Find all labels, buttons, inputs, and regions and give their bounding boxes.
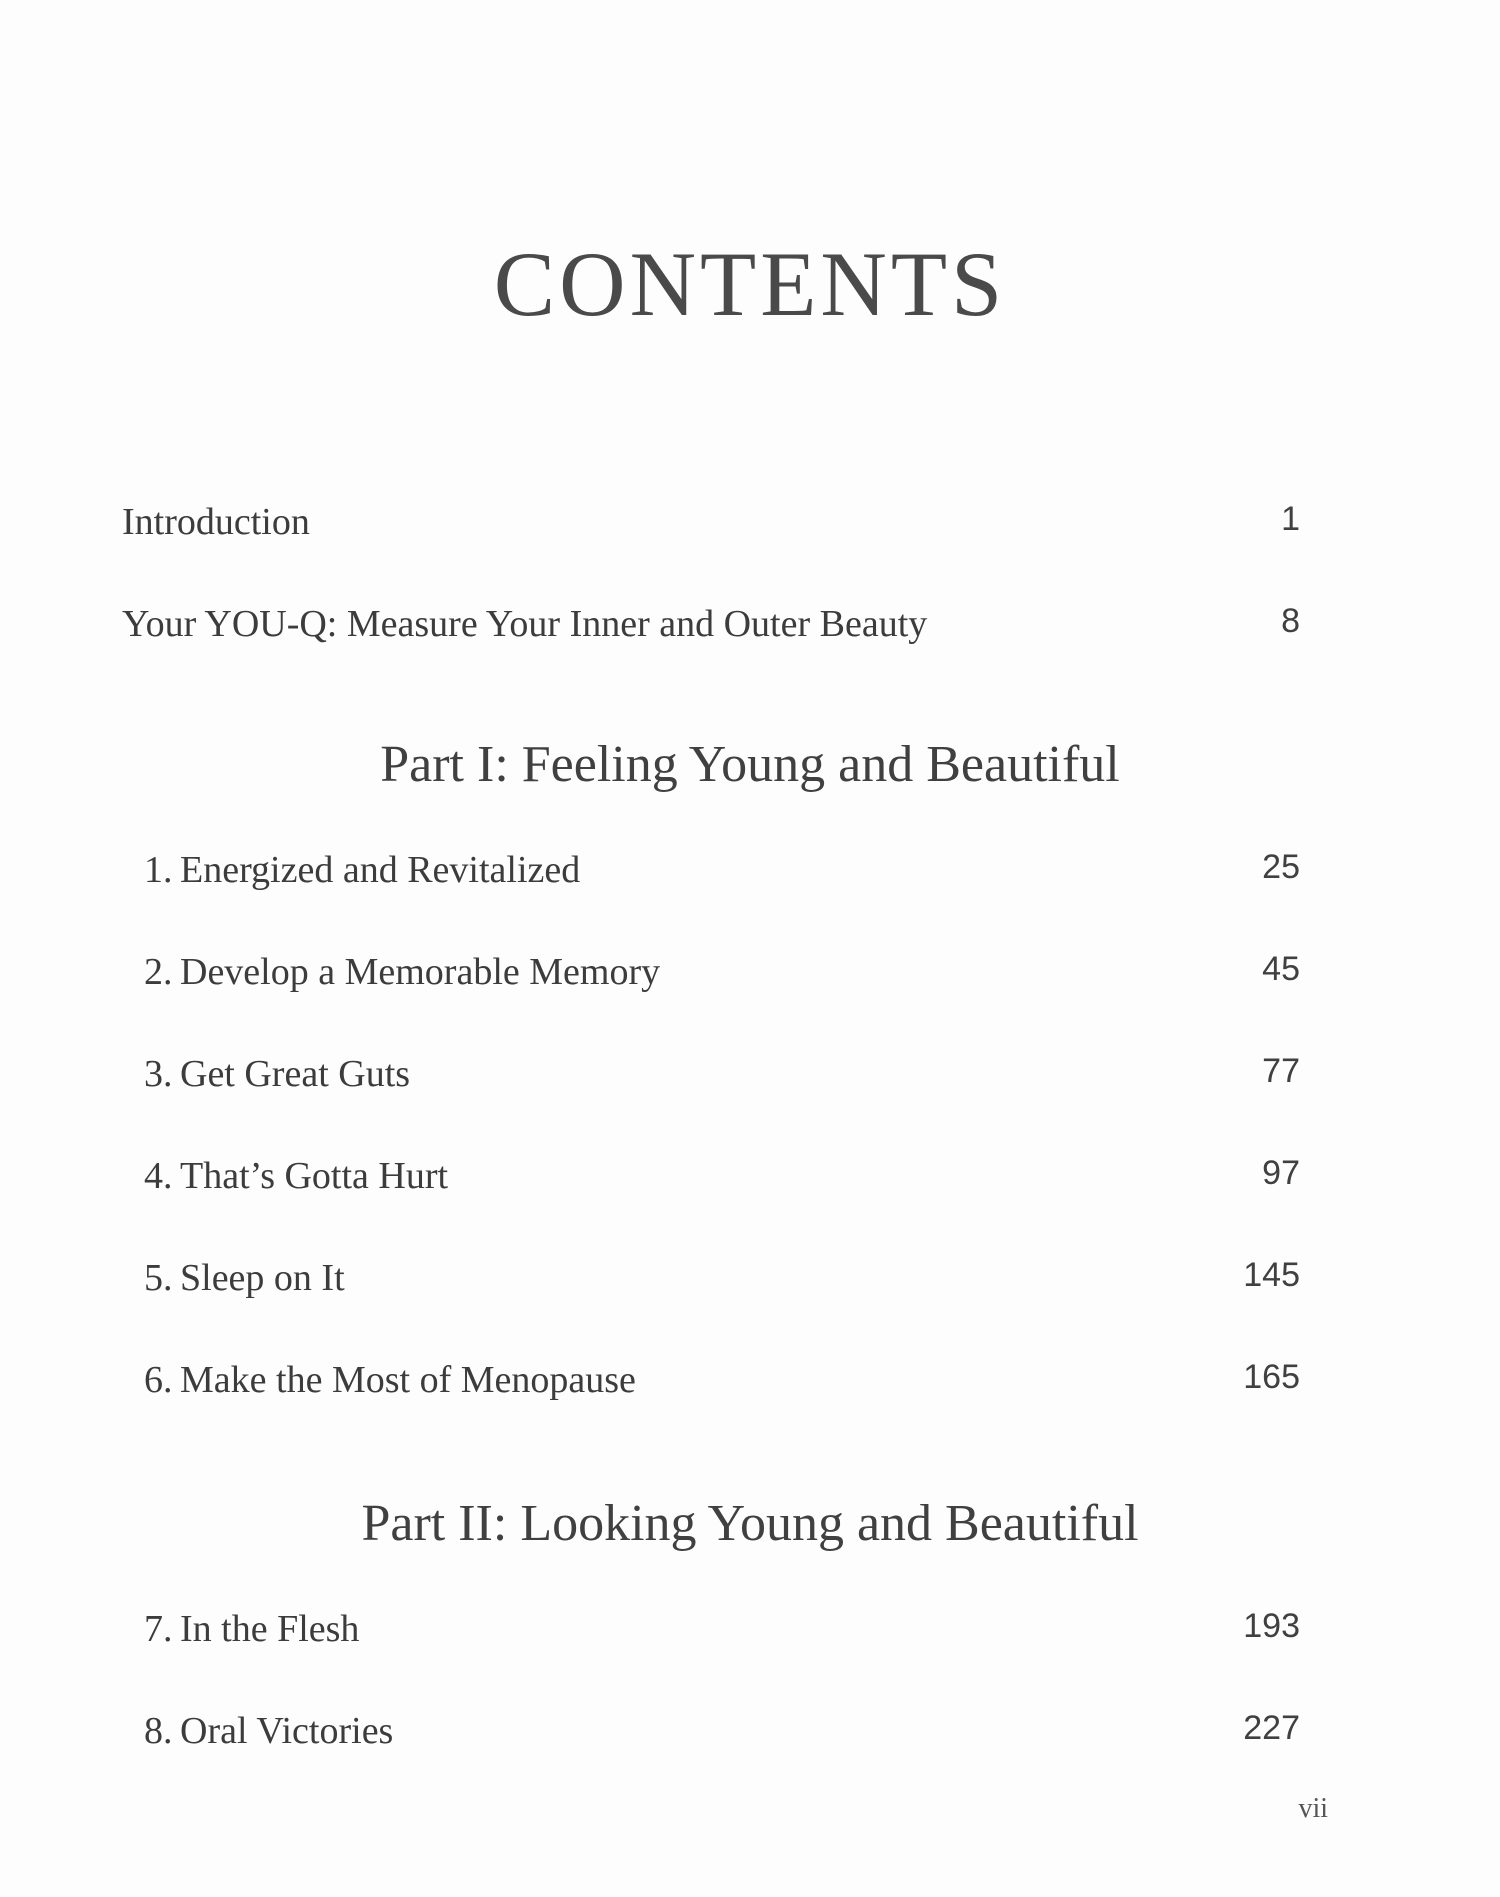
chapter-title: Energized and Revitalized	[180, 849, 581, 891]
toc-chapter	[0, 1697, 1500, 1767]
page-title: CONTENTS	[493, 233, 1007, 335]
entry-label: Your YOU-Q: Measure Your Inner and Outer Beauty	[122, 603, 928, 645]
toc-chapter	[0, 1142, 1500, 1212]
entry-label: Introduction	[122, 501, 310, 543]
toc-chapter	[0, 1244, 1500, 1314]
toc-chapter	[0, 1595, 1500, 1665]
entry-page-number: 45	[1262, 950, 1300, 988]
chapter-title: Get Great Guts	[180, 1053, 411, 1095]
folio-page-number: vii	[1298, 1793, 1328, 1824]
chapter-title: In the Flesh	[180, 1608, 360, 1650]
chapter-number: 2.	[144, 951, 173, 993]
entry-page-number: 145	[1243, 1256, 1300, 1294]
toc-chapter	[0, 1346, 1500, 1416]
entry-page-number: 165	[1243, 1358, 1300, 1396]
entry-page-number: 77	[1262, 1052, 1300, 1090]
chapter-number: 1.	[144, 849, 173, 891]
chapter-number: 6.	[144, 1359, 173, 1401]
chapter-number: 7.	[144, 1608, 173, 1650]
chapter-title: Make the Most of Menopause	[180, 1359, 636, 1401]
entry-page-number: 8	[1281, 602, 1300, 640]
chapter-title: Sleep on It	[180, 1257, 345, 1299]
chapter-number: 8.	[144, 1710, 173, 1752]
part-heading: Part II: Looking Young and Beautiful	[361, 1495, 1139, 1552]
toc-chapter	[0, 1040, 1500, 1110]
chapter-number: 4.	[144, 1155, 173, 1197]
chapter-title: Oral Victories	[180, 1710, 394, 1752]
chapter-number: 5.	[144, 1257, 173, 1299]
entry-page-number: 227	[1243, 1709, 1300, 1747]
entry-page-number: 193	[1243, 1607, 1300, 1645]
chapter-number: 3.	[144, 1053, 173, 1095]
toc-entry-introduction	[0, 488, 1500, 558]
chapter-title: Develop a Memorable Memory	[180, 951, 661, 993]
part-heading: Part I: Feeling Young and Beautiful	[380, 736, 1120, 793]
entry-page-number: 97	[1262, 1154, 1300, 1192]
toc-chapter	[0, 836, 1500, 906]
entry-page-number: 1	[1281, 500, 1300, 538]
entry-page-number: 25	[1262, 848, 1300, 886]
toc-chapter	[0, 938, 1500, 1008]
toc-entry-you-q	[0, 590, 1500, 660]
chapter-title: That’s Gotta Hurt	[180, 1155, 449, 1197]
